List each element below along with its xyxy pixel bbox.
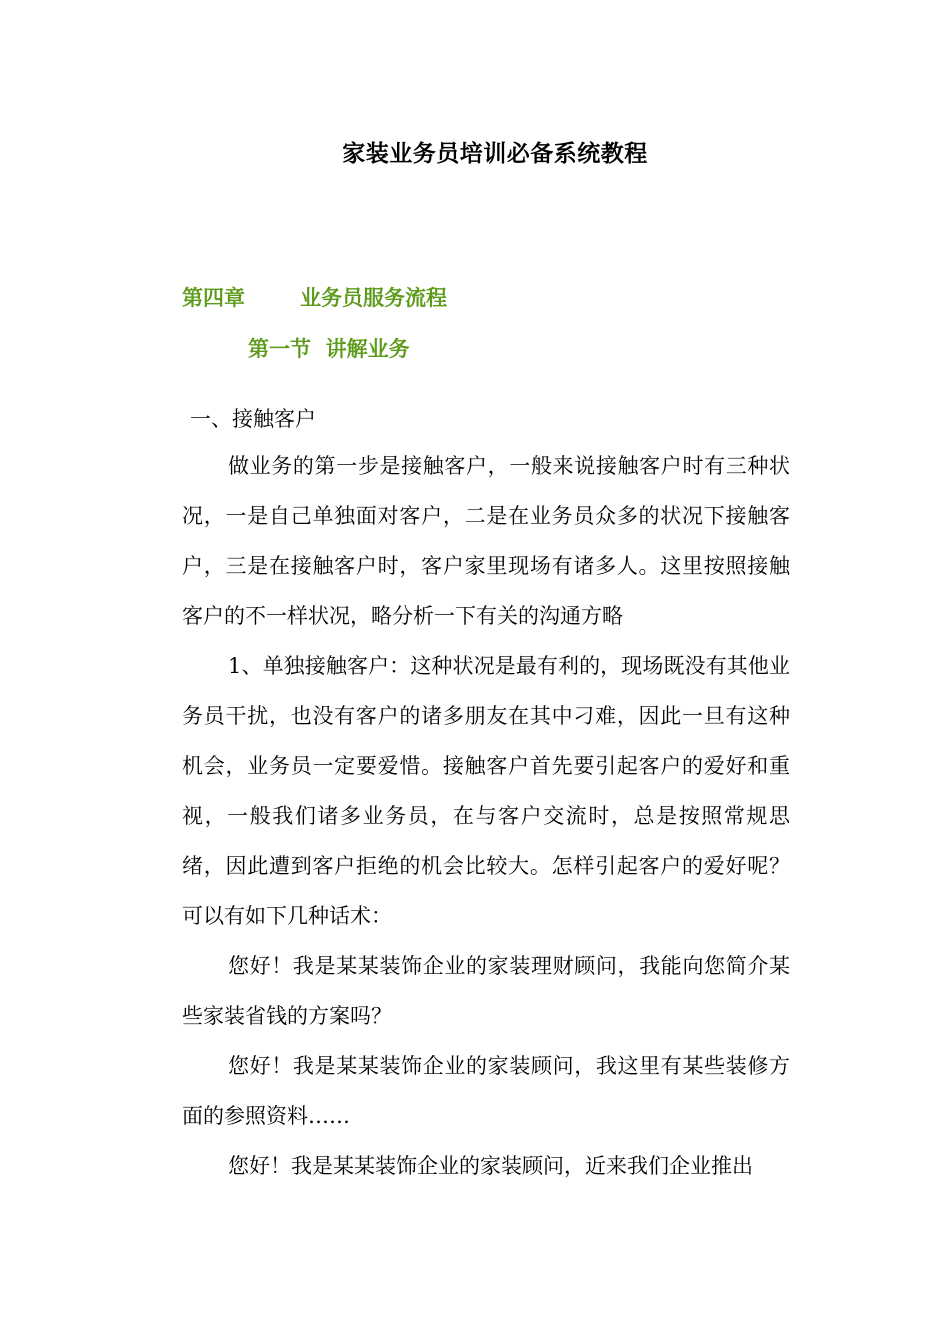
document-title: 家装业务员培训必备系统教程 bbox=[342, 141, 648, 167]
body-text bbox=[182, 941, 790, 1041]
paragraph: 您好！我是某某装饰企业的家装顾问，近来我们企业推出 bbox=[228, 1154, 753, 1178]
body-text bbox=[182, 1041, 790, 1141]
body-text bbox=[182, 641, 790, 941]
paragraph: 1、单独接触客户：这种状况是最有利的，现场既没有其他业务员干扰，也没有客户的诸多朋友在其中刁难，因此一旦有这种机会，业务员一定要爱惜。接触客户首先要引起客户的爱好和重视，一般我们诸多业务员，在与客户交流时，总是按照常规思绪，因此遭到客户拒绝的机会比较大。怎样引起客户的爱好呢？可以有如下几种话术： bbox=[182, 654, 790, 928]
chapter-heading bbox=[182, 282, 447, 312]
chapter-name: 业务员服务流程 bbox=[300, 286, 447, 310]
sub-heading: 一、接触客户 bbox=[190, 407, 316, 431]
body-text bbox=[182, 441, 790, 641]
section-heading: 第一节 讲解业务 bbox=[248, 337, 410, 361]
paragraph: 您好！我是某某装饰企业的家装顾问，我这里有某些装修方面的参照资料…… bbox=[182, 1054, 790, 1128]
paragraph: 做业务的第一步是接触客户，一般来说接触客户时有三种状况，一是自己单独面对客户，二是在业务员众多的状况下接触客户，三是在接触客户时，客户家里现场有诸多人。这里按照接触客户的不一样状况，略分析一下有关的沟通方略 bbox=[182, 454, 790, 628]
paragraph: 您好！我是某某装饰企业的家装理财顾问，我能向您简介某些家装省钱的方案吗？ bbox=[182, 954, 790, 1028]
body-text bbox=[182, 1141, 790, 1191]
chapter-number: 第四章 bbox=[182, 286, 245, 310]
